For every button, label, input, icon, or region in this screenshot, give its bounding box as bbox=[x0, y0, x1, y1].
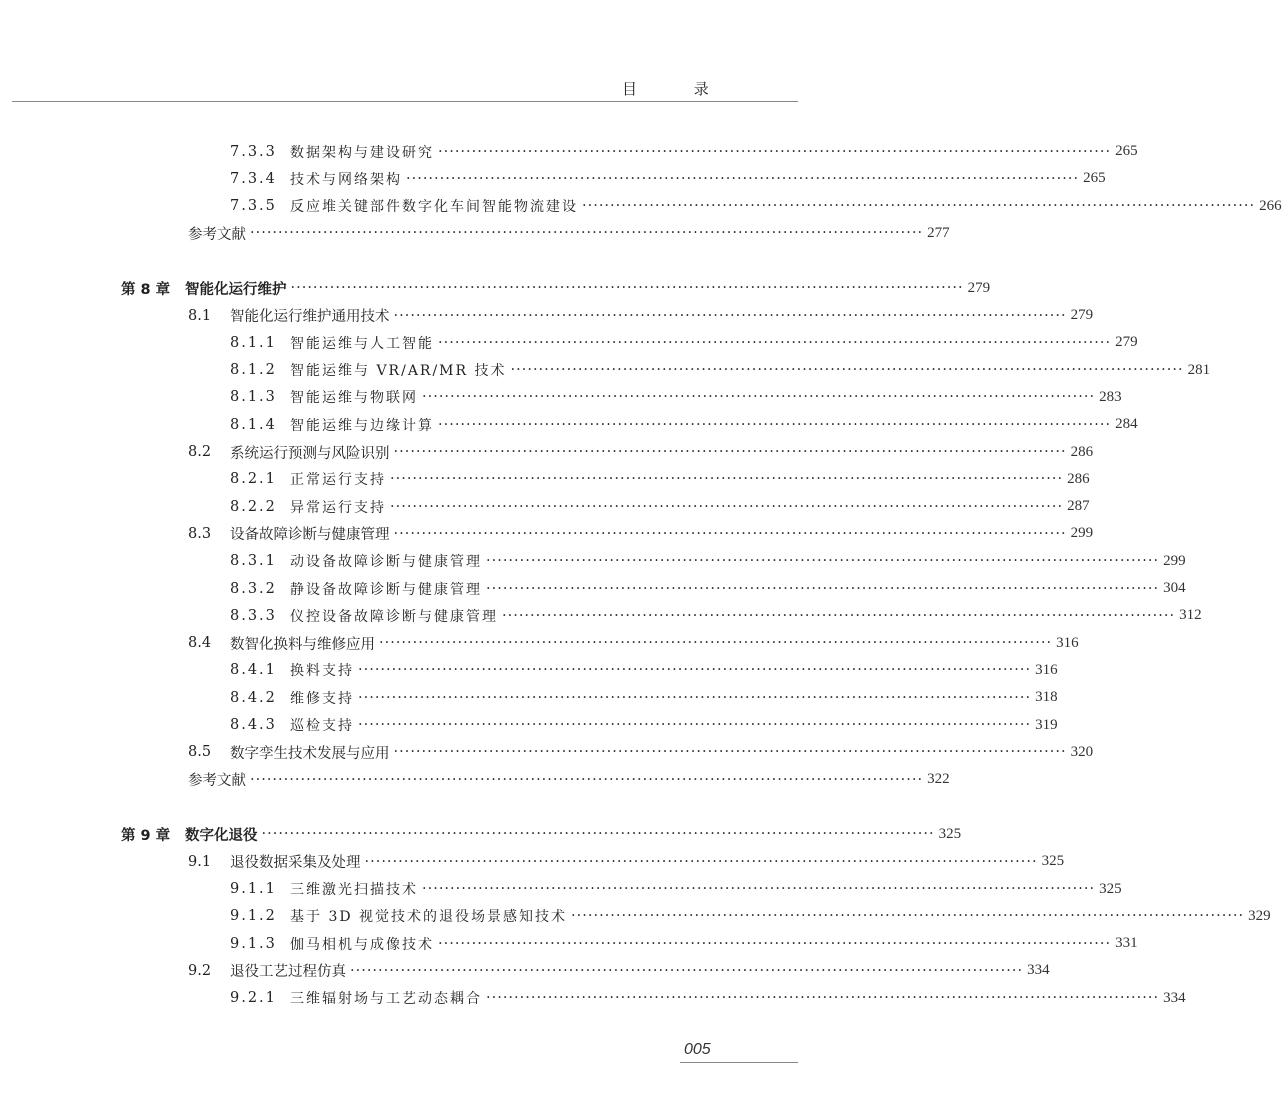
toc-entry-page: 316 bbox=[1056, 634, 1079, 651]
toc-subsection-entry[interactable] bbox=[230, 411, 1138, 438]
toc-entry-number: 第 9 章 bbox=[121, 827, 171, 844]
toc-entry-page: 325 bbox=[1041, 853, 1065, 870]
toc-entry-title: 智能化运行维护 bbox=[185, 281, 287, 298]
toc-entry-title: 数字孪生技术发展与应用 bbox=[230, 745, 390, 762]
toc-entry-title: 伽马相机与成像技术 bbox=[290, 936, 434, 953]
toc-entry-page: 277 bbox=[927, 224, 950, 241]
toc-leader-dots: ························································································································ bbox=[290, 280, 964, 297]
toc-leader-dots: ························································································································ bbox=[261, 826, 935, 843]
toc-subsection-entry[interactable] bbox=[230, 193, 1282, 220]
toc-subsection-entry[interactable] bbox=[230, 684, 1058, 711]
toc-entry-page: 266 bbox=[1259, 197, 1282, 214]
toc-entry-page: 316 bbox=[1035, 661, 1058, 678]
toc-entry-title: 设备故障诊断与健康管理 bbox=[230, 527, 390, 544]
toc-entry-number: 8.3 bbox=[188, 525, 212, 542]
toc-leader-dots: ························································································································ bbox=[406, 170, 1080, 187]
toc-subsection-entry[interactable] bbox=[230, 876, 1122, 903]
toc-entry-title: 智能化运行维护通用技术 bbox=[230, 309, 390, 325]
toc-subsection-entry[interactable] bbox=[230, 548, 1186, 575]
toc-subsection-entry[interactable] bbox=[230, 357, 1211, 384]
toc-leader-dots: ························································································································ bbox=[486, 553, 1160, 570]
toc-entry-number: 7.3.5 bbox=[230, 198, 277, 215]
toc-entry-title: 技术与网络架构 bbox=[290, 171, 402, 188]
toc-entry-number: 7.3.4 bbox=[230, 170, 277, 187]
toc-leader-dots: ························································································································ bbox=[390, 498, 1064, 515]
toc-subsection-entry[interactable] bbox=[230, 384, 1122, 411]
toc-entry-number: 9.1.2 bbox=[230, 908, 277, 925]
toc-leader-dots: ························································································································ bbox=[393, 444, 1067, 460]
toc-entry-page: 329 bbox=[1248, 907, 1271, 924]
toc-entry-number: 8.5 bbox=[188, 744, 212, 761]
toc-entry-number: 8.1.2 bbox=[230, 362, 277, 379]
toc-entry-title: 退役数据采集及处理 bbox=[230, 855, 361, 872]
footer-rule bbox=[680, 1062, 798, 1063]
toc-leader-dots: ························································································································ bbox=[571, 908, 1245, 925]
toc-entry-number: 8.2.2 bbox=[230, 498, 277, 515]
toc-section-entry[interactable] bbox=[188, 302, 1094, 329]
toc-entry-page: 287 bbox=[1067, 498, 1090, 515]
toc-leader-dots: ························································································································ bbox=[422, 881, 1096, 897]
toc-entry-number: 9.2.1 bbox=[230, 990, 277, 1007]
toc-leader-dots: ························································································································ bbox=[393, 744, 1067, 761]
toc-entry-title: 静设备故障诊断与健康管理 bbox=[290, 581, 482, 598]
toc-subsection-entry[interactable] bbox=[230, 985, 1186, 1012]
toc-leader-dots: ························································································································ bbox=[393, 525, 1067, 542]
toc-entry-page: 299 bbox=[1070, 525, 1094, 542]
toc-entry-title: 数字化退役 bbox=[185, 827, 258, 844]
toc-subsection-entry[interactable] bbox=[230, 602, 1202, 629]
toc-entry-number: 8.1.3 bbox=[230, 389, 277, 406]
toc-entry-number: 8.1.1 bbox=[230, 334, 277, 351]
toc-subsection-entry[interactable] bbox=[230, 712, 1058, 739]
toc-entry-number: 8.3.2 bbox=[230, 580, 277, 597]
toc-entry-title: 基于 3D 视觉技术的退役场景感知技术 bbox=[290, 909, 568, 926]
toc-subsection-entry[interactable] bbox=[230, 466, 1090, 493]
toc-entry-number: 8.3.3 bbox=[230, 607, 277, 624]
toc-entry-page: 334 bbox=[1163, 989, 1186, 1006]
toc-leader-dots: ························································································································ bbox=[358, 689, 1032, 706]
toc-leader-dots: ························································································································ bbox=[358, 717, 1032, 733]
toc-entry-title: 维修支持 bbox=[290, 690, 354, 707]
toc-entry-page: 322 bbox=[927, 771, 950, 788]
toc-entry-page: 286 bbox=[1070, 443, 1094, 460]
toc-entry-number: 8.1 bbox=[188, 307, 212, 324]
toc-entry-title: 智能运维与边缘计算 bbox=[290, 417, 434, 434]
toc-entry-page: 325 bbox=[1099, 880, 1122, 897]
toc-leader-dots: ························································································································ bbox=[438, 935, 1112, 952]
toc-leader-dots: ························································································································ bbox=[438, 143, 1112, 160]
toc-entry-page: 319 bbox=[1035, 716, 1058, 733]
toc-subsection-entry[interactable] bbox=[230, 657, 1058, 684]
toc-entry-title: 异常运行支持 bbox=[290, 499, 386, 516]
toc-section-entry[interactable] bbox=[188, 439, 1094, 466]
toc-entry-number: 8.1.4 bbox=[230, 416, 277, 433]
toc-entry-number: 8.4 bbox=[188, 635, 212, 652]
toc-leader-dots: ························································································································ bbox=[582, 198, 1256, 215]
toc-entry-page: 334 bbox=[1027, 962, 1050, 979]
toc-entry-number: 9.1.3 bbox=[230, 935, 277, 952]
toc-subsection-entry[interactable] bbox=[230, 329, 1138, 356]
toc-entry-page: 279 bbox=[1115, 334, 1138, 351]
toc-leader-dots: ························································································································ bbox=[510, 362, 1184, 379]
toc-entry-title: 退役工艺过程仿真 bbox=[230, 964, 346, 981]
toc-entry-title: 仪控设备故障诊断与健康管理 bbox=[290, 608, 498, 625]
page-number: 005 bbox=[684, 1041, 711, 1058]
toc-entry-title: 智能运维与物联网 bbox=[290, 390, 418, 407]
toc-leader-dots: ························································································································ bbox=[393, 307, 1067, 324]
toc-entry-title: 参考文献 bbox=[188, 773, 246, 790]
toc-entry-page: 281 bbox=[1187, 361, 1211, 378]
toc-entry-page: 320 bbox=[1070, 743, 1094, 760]
toc-subsection-entry[interactable] bbox=[230, 138, 1138, 165]
toc-entry-page: 283 bbox=[1099, 388, 1122, 405]
toc-entry-title: 正常运行支持 bbox=[290, 472, 386, 489]
toc-chapter-entry[interactable] bbox=[121, 821, 962, 848]
toc-entry-number: 8.4.1 bbox=[230, 662, 277, 679]
toc-leader-dots: ························································································································ bbox=[438, 416, 1112, 433]
toc-entry-title: 数智化换料与维修应用 bbox=[230, 636, 375, 653]
toc-subsection-entry[interactable] bbox=[230, 165, 1106, 192]
toc-section-entry[interactable] bbox=[188, 848, 1065, 875]
toc-entry-page: 265 bbox=[1083, 170, 1106, 187]
toc-subsection-entry[interactable] bbox=[230, 575, 1186, 602]
toc-entry-page: 304 bbox=[1163, 580, 1186, 596]
toc-chapter-entry[interactable] bbox=[121, 275, 991, 302]
toc-leader-dots: ························································································································ bbox=[422, 389, 1096, 406]
toc-leader-dots: ························································································································ bbox=[502, 607, 1176, 624]
toc-entry-page: 299 bbox=[1163, 552, 1186, 569]
toc-subsection-entry[interactable] bbox=[230, 903, 1271, 930]
toc-entry-number: 7.3.3 bbox=[230, 143, 277, 160]
toc-entry-page: 279 bbox=[1070, 307, 1094, 323]
toc-section-entry[interactable] bbox=[188, 220, 950, 247]
toc-entry-number: 8.2.1 bbox=[230, 471, 277, 488]
toc-entry-number: 9.1.1 bbox=[230, 881, 277, 897]
toc-entry-number: 8.4.3 bbox=[230, 717, 277, 733]
toc-subsection-entry[interactable] bbox=[230, 493, 1090, 520]
toc-leader-dots: ························································································································ bbox=[364, 853, 1038, 870]
toc-leader-dots: ························································································································ bbox=[358, 662, 1032, 679]
toc-entry-page: 312 bbox=[1179, 607, 1202, 624]
toc-entry-number: 8.4.2 bbox=[230, 689, 277, 706]
toc-entry-page: 331 bbox=[1115, 935, 1138, 952]
toc-section-entry[interactable] bbox=[188, 957, 1050, 984]
toc-leader-dots: ························································································································ bbox=[250, 771, 924, 788]
toc-leader-dots: ························································································································ bbox=[250, 225, 924, 242]
toc-leader-dots: ························································································································ bbox=[438, 334, 1112, 351]
toc-section-entry[interactable] bbox=[188, 630, 1079, 657]
toc-entry-number: 9.1 bbox=[188, 853, 212, 870]
toc-entry-title: 反应堆关键部件数字化车间智能物流建设 bbox=[290, 199, 578, 216]
toc-entry-page: 318 bbox=[1035, 689, 1058, 706]
toc-entry-title: 巡检支持 bbox=[290, 718, 354, 734]
toc-entry-number: 8.2 bbox=[188, 444, 212, 460]
toc-entry-title: 数据架构与建设研究 bbox=[290, 144, 434, 161]
toc-leader-dots: ························································································································ bbox=[390, 471, 1064, 488]
toc-entry-page: 265 bbox=[1115, 143, 1138, 159]
page-header-title: 目 录 bbox=[622, 80, 735, 98]
toc-entry-page: 325 bbox=[938, 825, 962, 842]
toc-entry-number: 第 8 章 bbox=[121, 281, 171, 298]
toc-subsection-entry[interactable] bbox=[230, 930, 1138, 957]
toc-entry-title: 系统运行预测与风险识别 bbox=[230, 445, 390, 462]
toc-entry-title: 三维激光扫描技术 bbox=[290, 882, 418, 898]
toc-entry-title: 参考文献 bbox=[188, 226, 246, 243]
toc-entry-page: 286 bbox=[1067, 470, 1090, 487]
toc-entry-title: 智能运维与人工智能 bbox=[290, 335, 434, 352]
toc-entry-title: 动设备故障诊断与健康管理 bbox=[290, 554, 482, 571]
toc-leader-dots: ························································································································ bbox=[350, 962, 1024, 979]
toc-leader-dots: ························································································································ bbox=[486, 990, 1160, 1007]
toc-entry-title: 三维辐射场与工艺动态耦合 bbox=[290, 991, 482, 1008]
toc-section-entry[interactable] bbox=[188, 739, 1094, 766]
toc-leader-dots: ························································································································ bbox=[379, 635, 1053, 652]
toc-entry-title: 智能运维与 VR/AR/MR 技术 bbox=[290, 363, 507, 380]
toc-entry-title: 换料支持 bbox=[290, 663, 354, 680]
toc-section-entry[interactable] bbox=[188, 520, 1094, 547]
toc-section-entry[interactable] bbox=[188, 766, 950, 793]
toc-entry-number: 8.3.1 bbox=[230, 553, 277, 570]
header-rule bbox=[12, 101, 798, 102]
toc-entry-number: 9.2 bbox=[188, 962, 212, 979]
toc-entry-page: 279 bbox=[967, 279, 991, 296]
toc-leader-dots: ························································································································ bbox=[486, 580, 1160, 597]
toc-entry-page: 284 bbox=[1115, 416, 1138, 433]
